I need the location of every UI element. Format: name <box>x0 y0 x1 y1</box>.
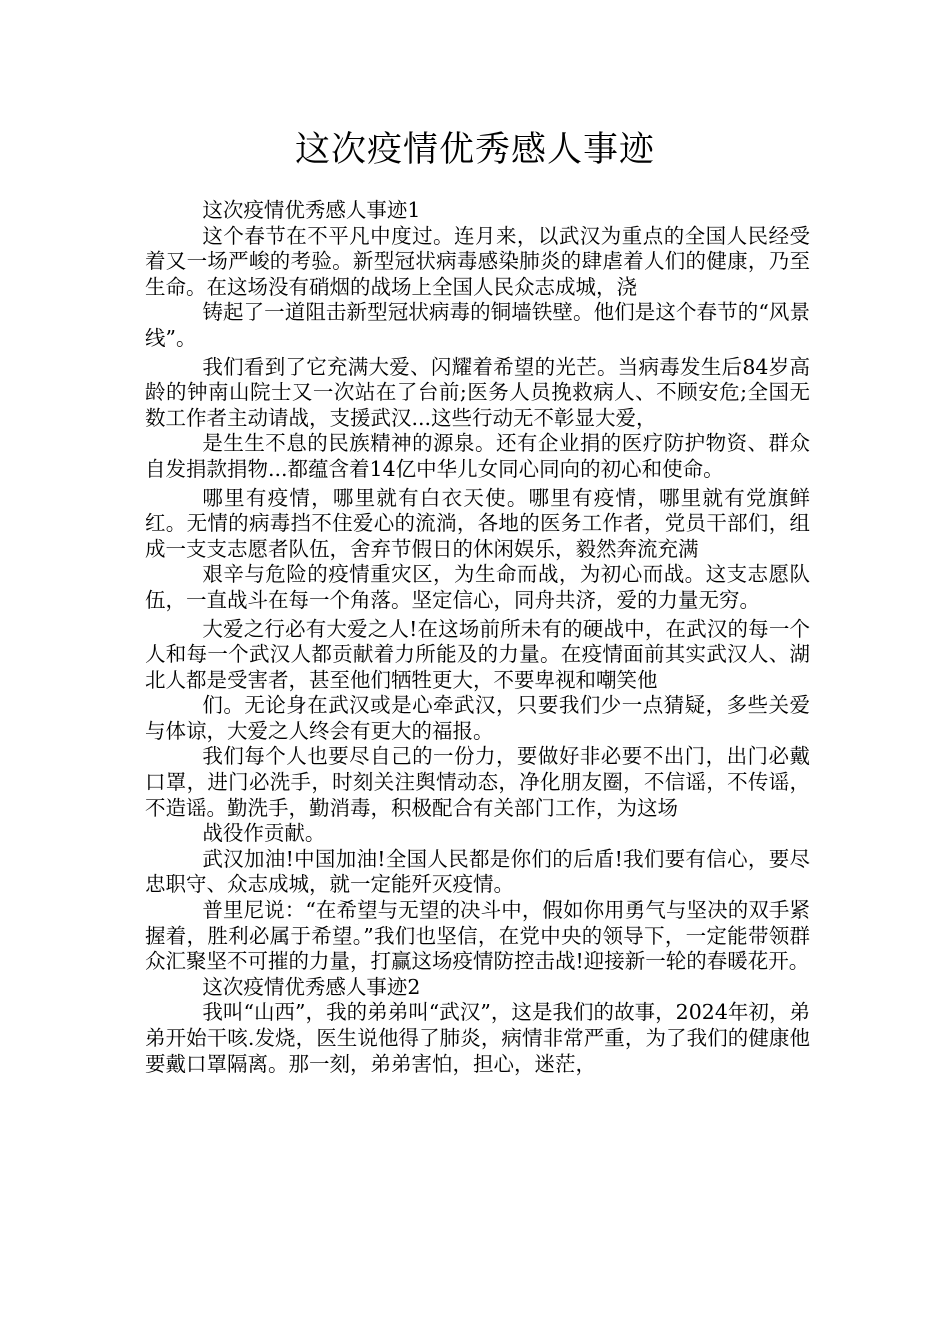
paragraph: 我叫“山西”，我的弟弟叫“武汉”，这是我们的故事，2024年初，弟弟开始干咳.发烧，医生说他得了肺炎，病情非常严重，为了我们的健康他要戴口罩隔离。那一刻，弟弟害怕，担心，迷茫， <box>145 1000 810 1076</box>
paragraph: 这个春节在不平凡中度过。连月来，以武汉为重点的全国人民经受着又一场严峻的考验。新型冠状病毒感染肺炎的肆虐着人们的健康，乃至生命。在这场没有硝烟的战场上全国人民众志成城，浇 <box>145 223 810 299</box>
document-body <box>145 198 810 1077</box>
paragraph: 武汉加油!中国加油!全国人民都是你们的后盾!我们要有信心，要尽忠职守、众志成城，就一定能歼灭疫情。 <box>145 846 810 897</box>
paragraph: 艰辛与危险的疫情重灾区，为生命而战，为初心而战。这支志愿队伍，一直战斗在每一个角落。坚定信心，同舟共济，爱的力量无穷。 <box>145 562 810 612</box>
paragraph: 战役作贡献。 <box>202 821 326 846</box>
document-title: 这次疫情优秀感人事迹 <box>294 130 655 170</box>
paragraph: 哪里有疫情，哪里就有白衣天使。哪里有疫情，哪里就有党旗鲜红。无情的病毒挡不住爱心的流淌，各地的医务工作者，党员干部们，组成一支支志愿者队伍，舍弃节假日的休闲娱乐，毅然奔流充满 <box>145 485 810 561</box>
paragraph: 大爱之行必有大爱之人!在这场前所未有的硬战中，在武汉的每一个人和每一个武汉人都贡献着力所能及的力量。在疫情面前其实武汉人、湖北人都是受害者，甚至他们牺牲更大，不要卑视和嘲笑他 <box>145 616 810 692</box>
paragraph: 是生生不息的民族精神的源泉。还有企业捐的医疗防护物资、群众自发捐款捐物...都蕴含着14亿中华儿女同心同向的初心和使命。 <box>145 431 810 481</box>
paragraph: 普里尼说：“在希望与无望的决斗中，假如你用勇气与坚决的双手紧握着，胜利必属于希望。”我们也坚信，在党中央的领导下，一定能带领群众汇聚坚不可摧的力量，打赢这场疫情防控击战!迎接新一轮的春暖花开。 <box>145 898 810 974</box>
section-heading-2: 这次疫情优秀感人事迹2 <box>202 974 421 999</box>
paragraph: 们。无论身在武汉或是心牵武汉，只要我们少一点猜疑，多些关爱与体谅，大爱之人终会有更大的福报。 <box>145 693 810 743</box>
paragraph: 我们看到了它充满大爱、闪耀着希望的光芒。当病毒发生后84岁高龄的钟南山院士又一次站在了台前;医务人员挽救病人、不顾安危;全国无数工作者主动请战，支援武汉...这些行动无不彰显大爱， <box>145 354 810 430</box>
section-heading-1: 这次疫情优秀感人事迹1 <box>202 198 421 222</box>
paragraph: 我们每个人也要尽自己的一份力，要做好非必要不出门，出门必戴口罩，进门必洗手，时刻关注舆情动态，净化朋友圈，不信谣，不传谣，不造谣。勤洗手，勤消毒，积极配合有关部门工作，为这场 <box>145 744 810 820</box>
paragraph: 铸起了一道阻击新型冠状病毒的铜墙铁壁。他们是这个春节的“风景线”。 <box>145 300 810 350</box>
